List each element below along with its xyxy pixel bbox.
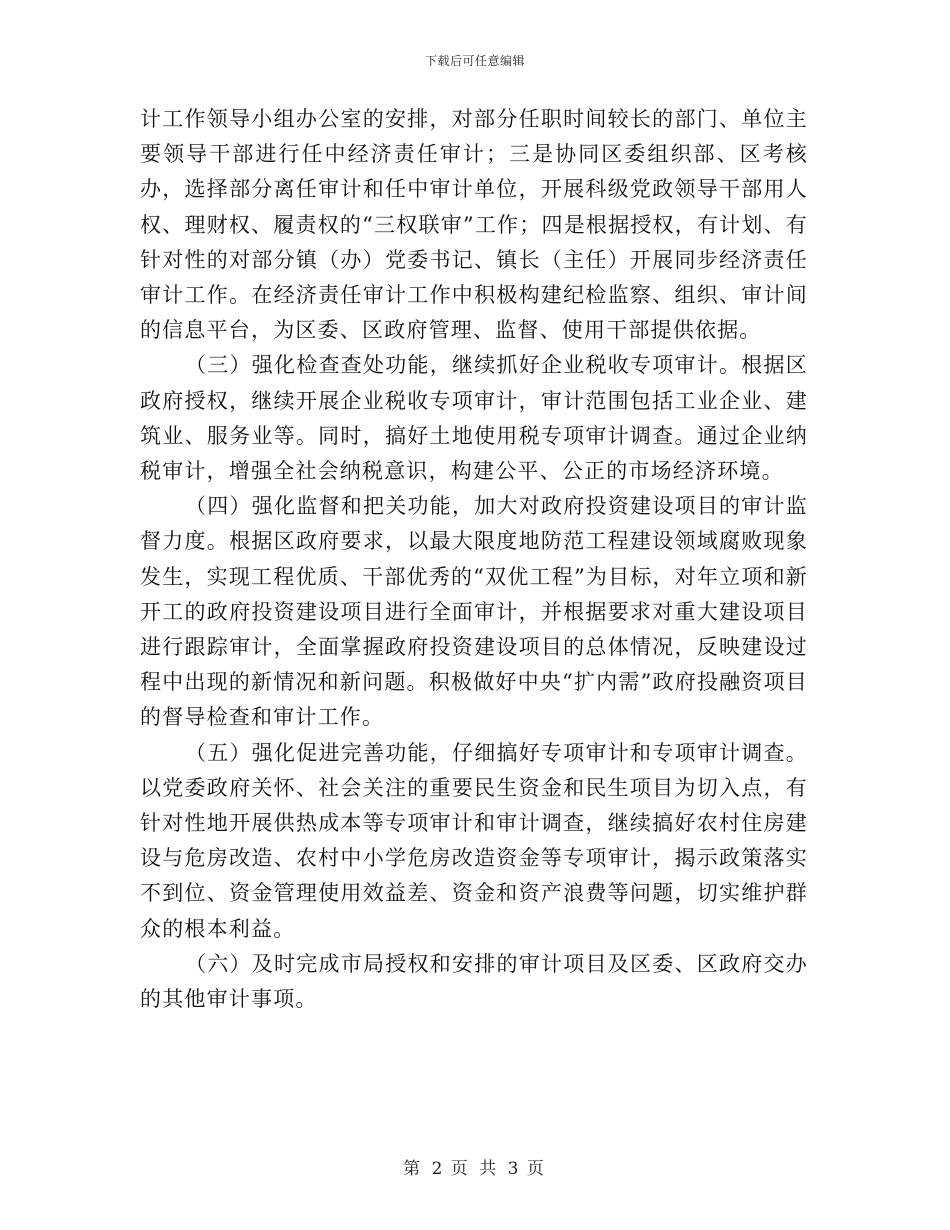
footer-page-number: 2 [431,1159,443,1179]
footer-total-pages: 3 [507,1159,519,1179]
document-body [140,102,808,1017]
paragraph-4: （五）强化促进完善功能，仔细搞好专项审计和专项审计调查。以党委政府关怀、社会关注的重要民生资金和民生项目为切入点，有针对性地开展供热成本等专项审计和审计调查，继续搞好农村住房建设与危房改造、农村中小学危房改造资金等专项审计，揭示政策落实不到位、资金管理使用效益差、资金和资产浪费等问题，切实维护群众的根本利益。 [140,740,808,941]
paragraph-2: （三）强化检查查处功能，继续抓好企业税收专项审计。根据区政府授权，继续开展企业税收专项审计，审计范围包括工业企业、建筑业、服务业等。同时，搞好土地使用税专项审计调查。通过企业纳税审计，增强全社会纳税意识，构建公平、公正的市场经济环境。 [140,353,808,484]
footer-prefix: 第 [403,1159,424,1179]
footer-middle: 页 共 [450,1159,500,1179]
paragraph-3: （四）强化监督和把关功能，加大对政府投资建设项目的审计监督力度。根据区政府要求，以最大限度地防范工程建设领域腐败现象发生，实现工程优质、干部优秀的“双优工程”为目标，对年立项和新开工的政府投资建设项目进行全面审计，并根据要求对重大建设项目进行跟踪审计，全面掌握政府投资建设项目的总体情况，反映建设过程中出现的新情况和新问题。积极做好中央“扩内需”政府投融资项目的督导检查和审计工作。 [140,494,808,730]
paragraph-1: 计工作领导小组办公室的安排，对部分任职时间较长的部门、单位主要领导干部进行任中经济责任审计；三是协同区委组织部、区考核办，选择部分离任审计和任中审计单位，开展科级党政领导干部用人权、理财权、履责权的“三权联审”工作；四是根据授权，有计划、有针对性的对部分镇（办）党委书记、镇长（主任）开展同步经济责任审计工作。在经济责任审计工作中积极构建纪检监察、组织、审计间的信息平台，为区委、区政府管理、监督、使用干部提供依据。 [140,107,808,343]
page-header: 下载后可任意编辑 [424,54,525,68]
page-footer [0,1154,950,1179]
paragraph-5: （六）及时完成市局授权和安排的审计项目及区委、区政府交办的其他审计事项。 [140,951,808,1012]
footer-suffix: 页 [526,1159,547,1179]
